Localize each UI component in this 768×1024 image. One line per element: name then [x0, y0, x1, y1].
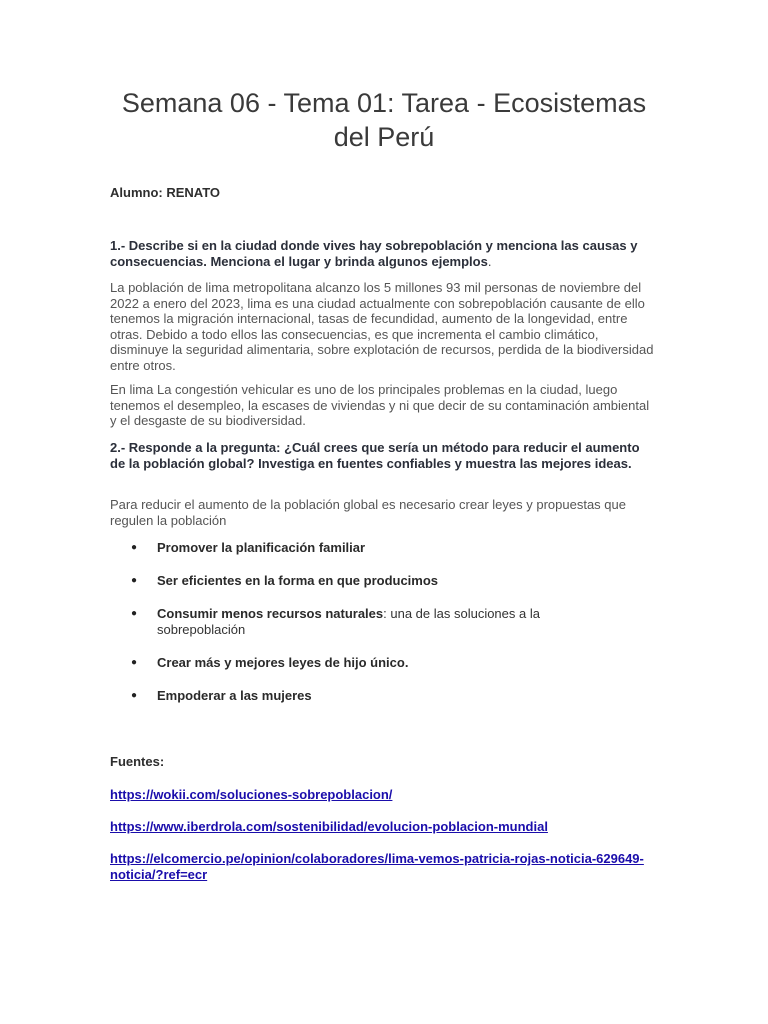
source-link-1-anchor[interactable]: https://wokii.com/soluciones-sobrepoblacion/: [110, 787, 393, 802]
answer-1-paragraph-2: En lima La congestión vehicular es uno de los principales problemas en la ciudad, luego tenemos el desempleo, la escases de viviendas y ni que decir de su contaminación ambiental y el desgaste de su biodiversidad.: [110, 382, 650, 429]
bullet-dot: ●: [131, 657, 138, 668]
source-link-2[interactable]: [110, 819, 655, 835]
question-2-text: 2.- Responde a la pregunta: ¿Cuál crees que sería un método para reducir el aumento de la población global? Investiga en fuentes confiables y muestra las mejores ideas.: [110, 440, 640, 471]
student-name: Alumno: RENATO: [110, 185, 221, 200]
question-1-text: 1.- Describe si en la ciudad donde vives hay sobrepoblación y menciona las causas y consecuencias. Menciona el lugar y brinda algunos ejemplos: [110, 238, 638, 269]
bullet-dot: ●: [131, 542, 138, 553]
answer-2-intro: Para reducir el aumento de la población global es necesario crear leyes y propuestas que regulen la población: [110, 497, 626, 528]
list-item: Empoderar a las mujeres: [157, 688, 312, 703]
source-link-1[interactable]: [110, 787, 655, 803]
document-title: [100, 86, 668, 154]
title-line-1: Semana 06 - Tema 01: Tarea - Ecosistemas: [121, 88, 647, 118]
bullet-dot: ●: [131, 690, 138, 701]
bullet-dot: ●: [131, 608, 138, 619]
answer-1-paragraph-1: La población de lima metropolitana alcanzo los 5 millones 93 mil personas de noviembre del 2022 a enero del 2023, lima es una ciudad actualmente con sobrepoblación causante de ello tenemos la migración internacional, tasas de fecundidad, aumento de la longevidad, entre otras. Debido a todo ellos las consecuencias, es que incrementa el cambio climático, disminuye la seguridad alimentaria, sobre explotación de recursos, perdida de la biodiversidad entre otros.: [110, 280, 654, 373]
question-1-end: .: [487, 253, 492, 269]
list-item: Ser eficientes en la forma en que producimos: [157, 573, 439, 588]
source-link-2-anchor[interactable]: https://www.iberdrola.com/sostenibilidad/evolucion-poblacion-mundial: [110, 819, 548, 834]
list-item: Promover la planificación familiar: [157, 540, 366, 555]
source-link-3-anchor[interactable]: https://elcomercio.pe/opinion/colaboradores/lima-vemos-patricia-rojas-noticia-629649-noticia/?ref=ecr: [110, 851, 644, 882]
sources-heading: Fuentes:: [110, 754, 165, 769]
title-line-2: del Perú: [333, 122, 435, 152]
list-item: Crear más y mejores leyes de hijo único.: [157, 655, 409, 670]
bullet-dot: ●: [131, 575, 138, 586]
list-item: Consumir menos recursos naturales: una de las soluciones a la sobrepoblación: [157, 606, 540, 637]
question-1: [110, 238, 655, 269]
source-link-3[interactable]: [110, 851, 650, 882]
